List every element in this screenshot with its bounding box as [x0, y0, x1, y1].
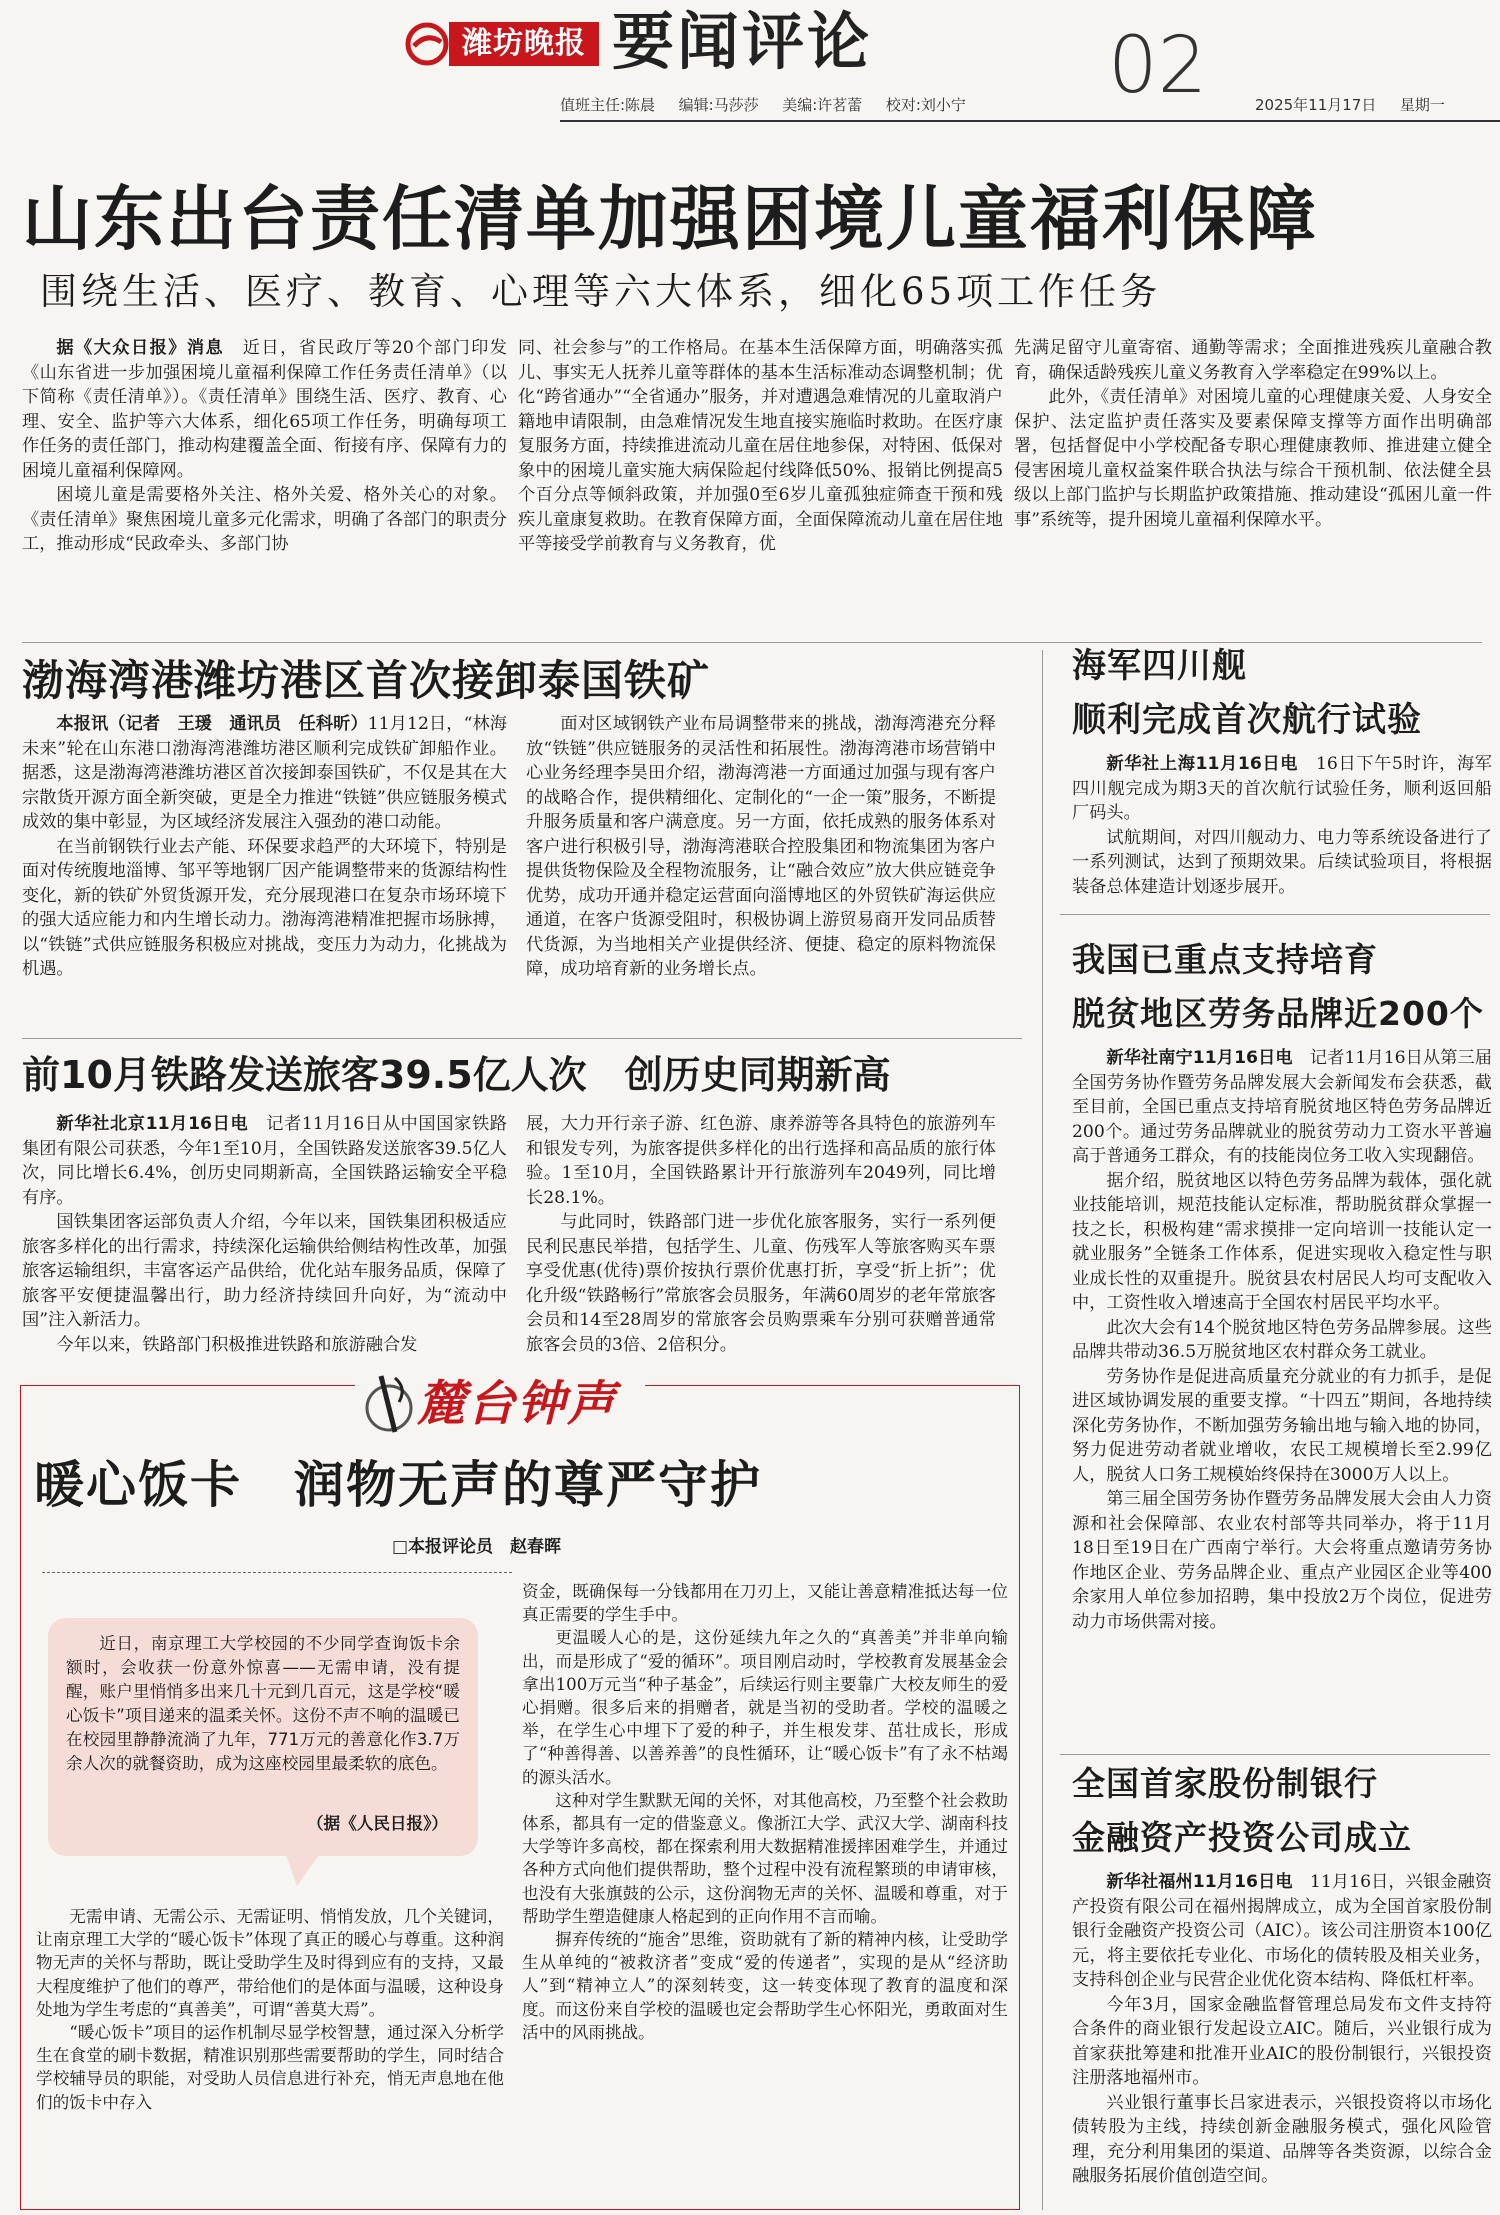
- side1-title-line1: 海军四川舰: [1072, 646, 1247, 686]
- column-logo: [355, 1368, 645, 1440]
- side3-para: 新华社福州11月16日电 11月16日，兴银金融资产投资有限公司在福州揭牌成立，成为全国首家股份制银行金融资产投资公司（AIC）。该公司注册资本100亿元，将主要依托专业化、市场化的债转股及相关业务，支持科创企业与民营企业优化资本结构、降低杠杆率。: [1072, 1872, 1492, 1990]
- staff-line: [560, 95, 966, 115]
- issue-weekday: 星期一: [1399, 96, 1445, 114]
- side2-para: 劳务协作是促进高质量充分就业的有力抓手，是促进区域协调发展的重要支撑。“十四五”期间，各地持续深化劳务协作，不断加强劳务输出地与输入地的协同，努力促进劳动者就业增收，农民工规模增长至2.99亿人，脱贫人口务工规模始终保持在3000万人以上。: [1072, 1366, 1492, 1485]
- side1-bottom-rule: [1060, 914, 1490, 915]
- article3-title: 前10月铁路发送旅客39.5亿人次 创历史同期新高: [22, 1053, 891, 1097]
- article1-col2: [518, 336, 1003, 634]
- paper-logo-icon: [405, 22, 449, 66]
- side3-title-line1: 全国首家股份制银行: [1072, 1764, 1378, 1803]
- column-title: 暖心饭卡 润物无声的尊严守护: [34, 1456, 762, 1514]
- article3-lead: 新华社北京11月16日电: [56, 1114, 249, 1134]
- art-editor: 美编:许茗蕾: [782, 96, 863, 114]
- proofreader: 校对:刘小宁: [885, 96, 966, 114]
- side3-para: 兴业银行董事长吕家进表示，兴银投资将以市场化债转股为主线，持续创新金融服务模式，强化风险管理，充分利用集团的渠道、品牌等各类资源，以综合金融服务拓展价值创造空间。: [1072, 2092, 1492, 2186]
- article2-col1: [22, 712, 507, 1030]
- masthead: [0, 0, 1500, 128]
- article1-lead: 据《大众日报》消息: [56, 338, 225, 358]
- side1-body: [1072, 752, 1492, 904]
- article1-title: 山东出台责任清单加强困境儿童福利保障: [22, 178, 1318, 260]
- editor: 编辑:马莎莎: [678, 96, 759, 114]
- side3-title-line2: 金融资产投资公司成立: [1072, 1818, 1412, 1857]
- column-logo-text: 麓台钟声: [417, 1376, 618, 1432]
- article1-para: 先满足留守儿童寄宿、通勤等需求；全面推进残疾儿童融合教育，确保适龄残疾儿童义务教育入学率稳定在99%以上。: [1014, 338, 1492, 383]
- issue-date: 2025年11月17日: [1255, 96, 1377, 114]
- paper-logo: [405, 14, 605, 72]
- article3-para: 今年以来，铁路部门积极推进铁路和旅游融合发: [56, 1334, 418, 1355]
- section-title: 要闻评论: [612, 5, 873, 78]
- side3-lead: 新华社福州11月16日电: [1106, 1872, 1293, 1892]
- duty-editor: 值班主任:陈晨: [560, 96, 656, 114]
- article1-col1: [22, 336, 507, 634]
- article1-para: 困境儿童是需要格外关注、格外关爱、格外关心的对象。《责任清单》聚焦困境儿童多元化需求，明确了各部门的职责分工，推动形成“民政牵头、多部门协: [22, 485, 507, 554]
- article2-para: 在当前钢铁行业去产能、环保要求趋严的大环境下，特别是面对传统腹地淄博、邹平等地钢厂因产能调整带来的货源结构性变化，新的铁矿外贸货源开发，充分展现港口在复杂市场环境下的强大适应能力和内生增长动力。渤海湾港精准把握市场脉搏，以“铁链”式供应链服务积极应对挑战，变压力为动力，化挑战为机遇。: [22, 836, 507, 979]
- side2-title-line1: 我国已重点支持培育: [1072, 940, 1378, 979]
- side2-para: 据介绍，脱贫地区以特色劳务品牌为载体，强化就业技能培训，规范技能认定标准，帮助脱贫群众掌握一技之长，积极构建“需求摸排一定向培训一技能认定一就业服务”全链条工作体系，促进实现收入稳定性与职业成长性的双重提升。脱贫县农村居民人均可支配收入中，工资性收入增速高于全国农村居民平均水平。: [1072, 1170, 1492, 1313]
- column-quote-text: 近日，南京理工大学校园的不少同学查询饭卡余额时，会收获一份意外惊喜——无需申请，没有提醒，账户里悄悄多出来几十元到几百元，这是学校“暖心饭卡”项目递来的温柔关怀。这份不声不响的温暖已在校园里静静流淌了九年，771万元的善意化作3.7万余人次的就餐资助，成为这座校园里最柔软的底色。: [66, 1634, 460, 1773]
- side2-bottom-rule: [1060, 1754, 1490, 1755]
- article2-lead: 本报讯（记者 王瑗 通讯员 任科昕）: [56, 714, 368, 734]
- column-para: 更温暖人心的是，这份延续九年之久的“真善美”并非单向输出，而是形成了“爱的循环”。项目刚启动时，学校教育发展基金会拿出100万元当“种子基金”，后续运行则主要靠广大校友师生的爱心捐赠。很多后来的捐赠者，就是当初的受助者。学校的温暖之举，在学生心中埋下了爱的种子，并生根发芽、茁壮成长，形成了“种善得善、以善养善”的良性循环，让“暖心饭卡”有了永不枯竭的源头活水。: [522, 1628, 1008, 1787]
- side2-para: 第三届全国劳务协作暨劳务品牌发展大会由人力资源和社会保障部、农业农村部等共同举办，将于11月18日至19日在广西南宁举行。大会将重点邀请劳务协作地区企业、劳务品牌企业、重点产业园区企业等400余家用人单位参加招聘，集中投放2万个岗位，促进劳动力市场供需对接。: [1072, 1489, 1492, 1632]
- side2-para: 新华社南宁11月16日电 记者11月16日从第三届全国劳务协作暨劳务品牌发展大会新闻发布会获悉，截至目前，全国已重点支持培育脱贫地区特色劳务品牌近200个。通过劳务品牌就业的脱贫劳动力工资水平普遍高于普通务工群众，有的技能岗位务工收入实现翻倍。: [1072, 1048, 1492, 1166]
- article1-subtitle: 围绕生活、医疗、教育、心理等六大体系，细化65项工作任务: [40, 270, 1162, 313]
- side1-lead: 新华社上海11月16日电: [1106, 754, 1299, 774]
- masthead-rule: [560, 120, 1500, 122]
- column-para: “暖心饭卡”项目的运作机制尽显学校智慧，通过深入分析学生在食堂的刷卡数据，精准识别那些需要帮助的学生，同时结合学校辅导员的职能，对受助人员信息进行补充，悄无声息地在他们的饭卡中存入: [36, 2023, 504, 2112]
- side1-title-line2: 顺利完成首次航行试验: [1072, 700, 1422, 740]
- article2-bottom-rule: [22, 1038, 1022, 1039]
- column-quote-tail: [285, 1852, 325, 1892]
- column-para: 这种对学生默默无闻的关怀，对其他高校，乃至整个社会救助体系，都具有一定的借鉴意义。像浙江大学、武汉大学、湖南科技大学等许多高校，都在探索利用大数据精准援摔困难学生，并通过各种方式向他们提供帮助，整个过程中没有流程繁琐的申请审核，也没有大张旗鼓的公示，这份润物无声的关怀、温暖和尊重，对于帮助学生塑造健康人格起到的正向作用不言而喻。: [522, 1790, 1008, 1926]
- column-logo-icon: [361, 1368, 421, 1438]
- article2-para: 面对区域钢铁产业布局调整带来的挑战，渤海湾港充分释放“铁链”供应链服务的灵活性和拓展性。渤海湾港市场营销中心业务经理李昊田介绍，渤海湾港一方面通过加强与现有客户的战略合作，提供精细化、定制化的“一企一策”服务，不断提升服务质量和客户满意度。另一方面，依托成熟的服务体系对客户进行积极引导，渤海湾港联合控股集团和物流集团为客户提供货物保险及全程物流服务，让“融合效应”放大供应链竞争优势，成功开通并稳定运营面向淄博地区的外贸铁矿海运供应通道，在客户货源受阻时，积极协调上游贸易商开发同品质替代货源，为当地相关产业提供经济、便捷、稳定的原料物流保障，成功培育新的业务增长点。: [526, 714, 996, 979]
- article3-para: 展，大力开行亲子游、红色游、康养游等各具特色的旅游列车和银发专列，为旅客提供多样化的出行选择和高品质的旅行体验。1至10月，全国铁路累计开行旅游列车2049列，同比增长28.1%。: [526, 1114, 996, 1208]
- article1-col3: [1014, 336, 1492, 634]
- page-number: 02: [1108, 21, 1208, 111]
- article3-col2: [526, 1112, 996, 1374]
- article1-bottom-rule: [22, 642, 1482, 643]
- paper-name: 潍坊晚报: [449, 22, 599, 66]
- date-line: [1255, 95, 1445, 115]
- column-para: 摒弃传统的“施舍”思维，资助就有了新的精神内核，让受助学生从单纯的“被救济者”变成“爱的传递者”，实现的是从“经济助人”到“精神立人”的深刻转变，这一转变体现了教育的温度和深度。而这份来自学校的温暖也定会帮助学生心怀阳光，勇敢面对生活中的风雨挑战。: [522, 1930, 1008, 2042]
- column-byline-rule: [42, 1572, 512, 1573]
- side1-para: 试航期间，对四川舰动力、电力等系统设备进行了一系列测试，达到了预期效果。后续试验项目，将根据装备总体建造计划逐步展开。: [1072, 827, 1492, 897]
- side2-body: [1072, 1046, 1492, 1746]
- article1-para: 据《大众日报》消息 近日，省民政厅等20个部门印发《山东省进一步加强困境儿童福利保障工作任务责任清单》（以下简称《责任清单》）。《责任清单》围绕生活、医疗、教育、心理、安全、监护等六大体系，细化65项工作任务，明确每项工作任务的责任部门，推动构建覆盖全面、衔接有序、保障有力的困境儿童福利保障网。: [22, 338, 507, 481]
- article3-para: 国铁集团客运部负责人介绍，今年以来，国铁集团积极适应旅客多样化的出行需求，持续深化运输供给侧结构性改革，加强旅客运输组织，丰富客运产品供给，优化站车服务品质，保障了旅客平安便捷温馨出行，助力经济持续回升向好，为“流动中国”注入新活力。: [22, 1212, 507, 1330]
- article2-col2: [526, 712, 996, 1030]
- side2-lead: 新华社南宁11月16日电: [1106, 1048, 1293, 1068]
- side3-para: 今年3月，国家金融监督管理总局发布文件支持符合条件的商业银行发起设立AIC。随后，兴业银行成为首家获批筹建和批准开业AIC的股份制银行，兴银投资注册落地福州市。: [1072, 1994, 1492, 2088]
- side1-para: 新华社上海11月16日电 16日下午5时许，海军四川舰完成为期3天的首次航行试验任务，顺利返回船厂码头。: [1072, 754, 1492, 823]
- article1-para: 同、社会参与”的工作格局。在基本生活保障方面，明确落实孤儿、事实无人抚养儿童等群体的基本生活标准动态调整机制；优化“跨省通办”“全省通办”服务，并对遭遇急难情况的儿童取消户籍地申请限制，由急难情况发生地直接实施临时救助。在医疗康复服务方面，持续推进流动儿童在居住地参保，对特困、低保对象中的困境儿童实施大病保险起付线降低50%、报销比例提高5个百分点等倾斜政策，并加强0至6岁儿童孤独症筛查干预和残疾儿童康复救助。在教育保障方面，全面保障流动儿童在居住地平等接受学前教育与义务教育，优: [518, 338, 1003, 554]
- column-para: 资金，既确保每一分钱都用在刀刃上，又能让善意精准抵达每一位真正需要的学生手中。: [522, 1582, 1008, 1625]
- article3-col1: [22, 1112, 507, 1374]
- article2-title: 渤海湾港潍坊港区首次接卸泰国铁矿: [22, 656, 711, 705]
- sidebar-divider: [1042, 650, 1043, 2210]
- article2-para: 本报讯（记者 王瑗 通讯员 任科昕）11月12日，“林海未来”轮在山东港口渤海湾港潍坊港区顺利完成铁矿卸船作业。据悉，这是渤海湾港潍坊港区首次接卸泰国铁矿，不仅是其在大宗散货开源方面全新突破，更是全力推进“铁链”供应链服务模式成效的集中彰显，为区域经济发展注入强劲的港口动能。: [22, 714, 507, 832]
- side2-para: 此次大会有14个脱贫地区特色劳务品牌参展。这些品牌共带动36.5万脱贫地区农村群众务工就业。: [1072, 1317, 1492, 1362]
- column-col2: [522, 1580, 1008, 2202]
- side3-body: [1072, 1870, 1492, 2208]
- column-col1: [36, 1905, 504, 2203]
- column-quote-box: [48, 1618, 478, 1856]
- article3-para: 与此同时，铁路部门进一步优化旅客服务，实行一系列便民利民惠民举措，包括学生、儿童、伤残军人等旅客购买车票享受优惠(优待)票价按执行票价优惠打折，享受“折上折”；优化升级“铁路畅行”常旅客会员服务，年满60周岁的老年常旅客会员和14至28周岁的常旅客会员购票乘车分别可获赠普通常旅客会员的3倍、2倍积分。: [526, 1212, 996, 1355]
- column-byline: □本报评论员 赵春晖: [392, 1537, 562, 1557]
- article3-para: 新华社北京11月16日电 记者11月16日从中国国家铁路集团有限公司获悉，今年1至10月，全国铁路发送旅客39.5亿人次，同比增长6.4%，创历史同期新高，全国铁路运输安全平稳有序。: [22, 1114, 507, 1208]
- column-para: 无需申请、无需公示、无需证明、悄悄发放，几个关键词，让南京理工大学的“暖心饭卡”体现了真正的暖心与尊重。这种润物无声的关怀与帮助，既让受助学生及时得到应有的支持，又最大程度维护了他们的尊严，带给他们的是体面与温暖，这种设身处地为学生考虑的“真善美”，可谓“善莫大焉”。: [36, 1907, 504, 2019]
- column-quote-source: （据《人民日报》）: [306, 1814, 448, 1833]
- side2-title-line2: 脱贫地区劳务品牌近200个: [1072, 994, 1484, 1033]
- article1-para: 此外，《责任清单》对困境儿童的心理健康关爱、人身安全保护、法定监护责任落实及要素保障支撑等方面作出明确部署，包括督促中小学校配备专职心理健康教师、推进建立健全侵害困境儿童权益案件联合执法与综合干预机制、依法健全县级以上部门监护与长期监护政策措施、推动建设“孤困儿童一件事”系统等，提升困境儿童福利保障水平。: [1014, 387, 1492, 530]
